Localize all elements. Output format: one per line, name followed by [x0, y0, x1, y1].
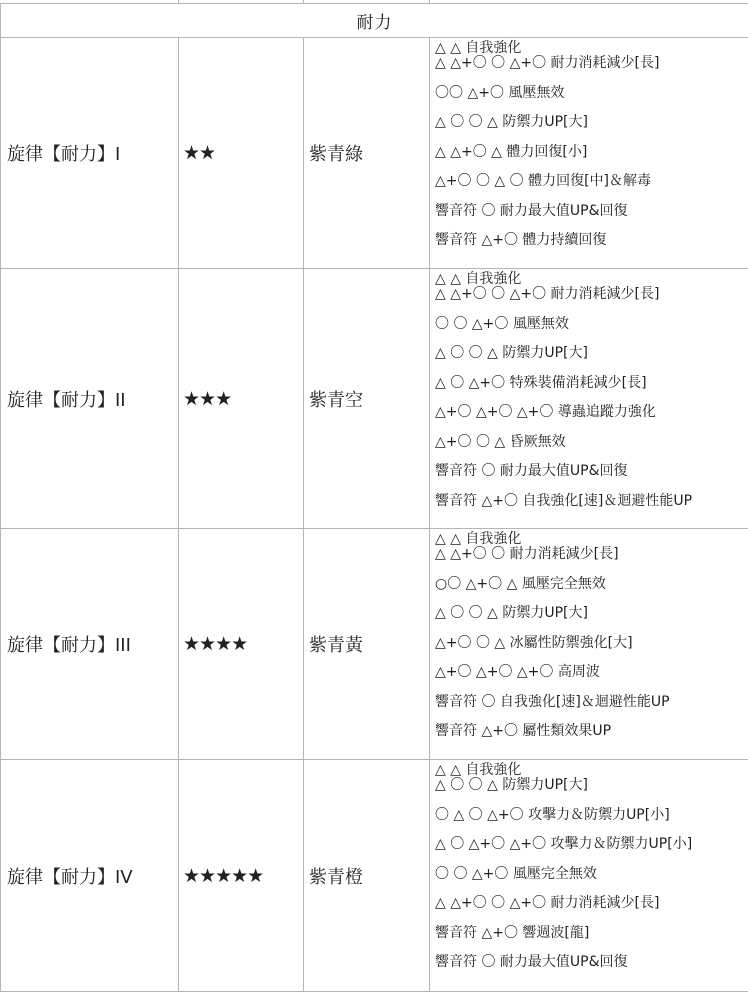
effect-line: 〇 △ 〇 △+〇 攻擊力＆防禦力UP[小]	[435, 806, 670, 823]
section-header: 耐力	[1, 4, 748, 38]
effect-line: 響音符 〇 耐力最大值UP&回復	[435, 202, 628, 219]
effect-line: △ △+〇 〇 △+〇 耐力消耗減少[長]	[435, 895, 660, 911]
table-header-row	[1, 4, 748, 38]
effect-line: 響音符 〇 耐力最大值UP&回復	[435, 463, 628, 479]
effect-line: △ 〇 △+〇 △+〇 攻擊力＆防禦力UP[小]	[435, 836, 693, 852]
melody-name: 旋律【耐力】II	[1, 269, 179, 529]
note-colors: 紫青黃	[304, 529, 430, 760]
effect-line: △ △ 自我強化	[435, 40, 522, 56]
effect-line: 響音符 △+〇 自我強化[速]＆迴避性能UP	[435, 492, 693, 509]
melody-name: 旋律【耐力】III	[1, 529, 179, 760]
melody-name: 旋律【耐力】I	[1, 38, 179, 269]
table-row	[1, 269, 748, 529]
effect-line: 〇〇 △+〇 風壓無效	[435, 84, 565, 101]
effect-line: △+〇 〇 △ 冰屬性防禦強化[大]	[435, 634, 633, 651]
effect-line: 響音符 △+〇 體力持續回復	[435, 232, 607, 248]
effect-line: △+〇 △+〇 △+〇 高周波	[435, 664, 600, 680]
effect-line: △ 〇 〇 △ 防禦力UP[大]	[435, 114, 588, 130]
effect-line: 〇 〇 △+〇 風壓無效	[435, 315, 569, 332]
note-colors: 紫青空	[304, 269, 430, 529]
effect-line: 響音符 〇 自我強化[速]＆迴避性能UP	[435, 693, 670, 710]
effect-line: 響音符 〇 耐力最大值UP&回復	[435, 954, 628, 970]
effect-line: 〇 〇 △+〇 風壓完全無效	[435, 865, 597, 882]
effect-line: △ 〇 △+〇 特殊裝備消耗減少[長]	[435, 374, 647, 391]
effect-line: △+〇 △+〇 △+〇 導蟲追蹤力強化	[435, 404, 656, 420]
melody-effects	[430, 760, 748, 992]
effect-line: △+〇 〇 △ 昏厥無效	[435, 433, 566, 450]
star-rating: ★★★★	[179, 529, 304, 760]
effect-line: △ △ 自我強化	[435, 271, 522, 287]
note-colors: 紫青綠	[304, 38, 430, 269]
melody-name: 旋律【耐力】IV	[1, 760, 179, 992]
table-row	[1, 38, 748, 269]
effect-line: △ 〇 〇 △ 防禦力UP[大]	[435, 605, 588, 621]
effect-line: 響音符 △+〇 響週波[龍]	[435, 924, 590, 941]
effect-line: △ 〇 〇 △ 防禦力UP[大]	[435, 777, 588, 793]
melody-effects	[430, 529, 748, 760]
effect-line: △ △+〇 〇 △+〇 耐力消耗減少[長]	[435, 55, 660, 71]
melody-effects	[430, 269, 748, 529]
effect-line: 響音符 △+〇 屬性類效果UP	[435, 723, 612, 739]
star-rating: ★★★★★	[179, 760, 304, 992]
effect-line: ○〇 △+〇 △ 風壓完全無效	[435, 575, 606, 592]
table-row	[1, 529, 748, 760]
effect-line: △+〇 〇 △ 〇 體力回復[中]＆解毒	[435, 173, 651, 189]
stamina-melody-table	[0, 3, 748, 992]
star-rating: ★★★	[179, 269, 304, 529]
effect-line: △ △ 自我強化	[435, 762, 522, 778]
melody-effects	[430, 38, 748, 269]
effect-line: △ △+〇 〇 △+〇 耐力消耗減少[長]	[435, 286, 660, 302]
table-row	[1, 760, 748, 992]
star-rating: ★★	[179, 38, 304, 269]
note-colors: 紫青橙	[304, 760, 430, 992]
effect-line: △ 〇 〇 △ 防禦力UP[大]	[435, 345, 588, 361]
effect-line: △ △+〇 〇 耐力消耗減少[長]	[435, 546, 619, 562]
effect-line: △ △ 自我強化	[435, 531, 522, 547]
effect-line: △ △+〇 △ 體力回復[小]	[435, 143, 588, 160]
